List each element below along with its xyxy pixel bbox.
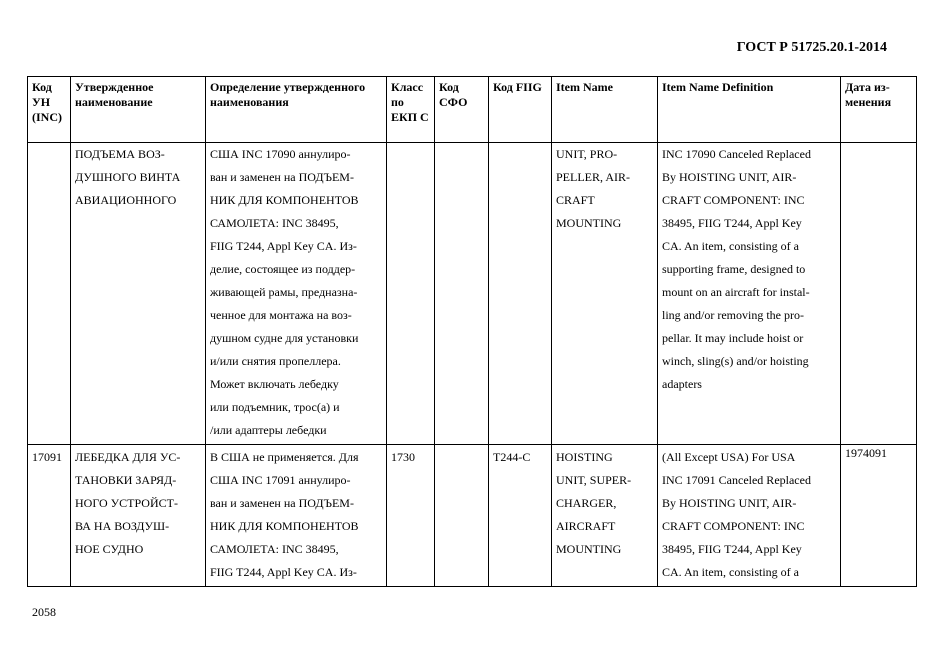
cell-text-line: HOISTING xyxy=(556,450,613,464)
header-item-name: Item Name xyxy=(552,77,658,143)
cell-text-line: 38495, FIIG T244, Appl Key xyxy=(662,542,802,556)
cell-text-line: CRAFT COMPONENT: INC xyxy=(662,519,805,533)
cell-text-line: /или адаптеры лебедки xyxy=(210,423,327,437)
cell-sfo-code xyxy=(435,143,489,445)
cell-text-line: ПОДЪЕМА ВОЗ- xyxy=(75,147,165,161)
cell-text-line: UNIT, PRO- xyxy=(556,147,618,161)
table-header-row xyxy=(28,77,917,143)
page-number: 2058 xyxy=(32,605,56,619)
cell-text-line: MOUNTING xyxy=(556,542,622,556)
cell-text-line: ван и заменен на ПОДЪЕМ- xyxy=(210,170,354,184)
table-row xyxy=(28,143,917,445)
classification-table xyxy=(27,76,917,587)
header-definition: Определение утвержденного наименования xyxy=(206,77,387,143)
cell-item-name xyxy=(552,445,658,587)
cell-approved-name xyxy=(71,143,206,445)
cell-text-line: ling and/or removing the pro- xyxy=(662,308,804,322)
cell-text-line: США INC 17091 аннулиро- xyxy=(210,473,351,487)
cell-approved-name xyxy=(71,445,206,587)
cell-text-line: В США не применяется. Для xyxy=(210,450,359,464)
cell-text-line: AIRCRAFT xyxy=(556,519,616,533)
cell-text-line: pellar. It may include hoist or xyxy=(662,331,804,345)
cell-text-line: INC 17091 Canceled Replaced xyxy=(662,473,811,487)
cell-text-line: АВИАЦИОННОГО xyxy=(75,193,177,207)
cell-text-line: НИК ДЛЯ КОМПОНЕНТОВ xyxy=(210,519,359,533)
cell-text-line: CA. An item, consisting of a xyxy=(662,565,799,579)
cell-text-line: ченное для монтажа на воз- xyxy=(210,308,352,322)
cell-text-line: ТАНОВКИ ЗАРЯД- xyxy=(75,473,177,487)
cell-text-line: ДУШНОГО ВИНТА xyxy=(75,170,181,184)
cell-text-line: CA. An item, consisting of a xyxy=(662,239,799,253)
cell-ekps-class xyxy=(387,143,435,445)
cell-definition xyxy=(206,445,387,587)
document-standard-title: ГОСТ Р 51725.20.1-2014 xyxy=(736,40,887,55)
cell-fiig-code xyxy=(489,143,552,445)
cell-text-line: САМОЛЕТА: INC 38495, xyxy=(210,542,339,556)
cell-ekps-class: 1730 xyxy=(387,445,435,587)
cell-text-line: НОЕ СУДНО xyxy=(75,542,144,556)
cell-text-line: Может включать лебедку xyxy=(210,377,339,391)
header-item-name-definition: Item Name Definition xyxy=(658,77,841,143)
header-change-date: Дата из-менения xyxy=(841,77,917,143)
cell-text-line: 38495, FIIG T244, Appl Key xyxy=(662,216,802,230)
cell-text-line: CRAFT xyxy=(556,193,595,207)
cell-text-line: winch, sling(s) and/or hoisting xyxy=(662,354,809,368)
cell-text-line: и/или снятия пропеллера. xyxy=(210,354,341,368)
table-row xyxy=(28,445,917,587)
cell-text-line: INC 17090 Canceled Replaced xyxy=(662,147,811,161)
cell-text-line: mount on an aircraft for instal- xyxy=(662,285,810,299)
cell-text-line: FIIG T244, Appl Key CA. Из- xyxy=(210,565,357,579)
cell-change-date xyxy=(841,143,917,445)
header-approved-name: Утвержденное наименование xyxy=(71,77,206,143)
cell-text-line: ван и заменен на ПОДЪЕМ- xyxy=(210,496,354,510)
cell-text-line: душном судне для установки xyxy=(210,331,359,345)
cell-item-name-definition xyxy=(658,143,841,445)
cell-text-line: UNIT, SUPER- xyxy=(556,473,632,487)
cell-sfo-code xyxy=(435,445,489,587)
header-sfo-code: Код СФО xyxy=(435,77,489,143)
cell-text-line: CRAFT COMPONENT: INC xyxy=(662,193,805,207)
cell-text-line: НИК ДЛЯ КОМПОНЕНТОВ xyxy=(210,193,359,207)
cell-text-line: живающей рамы, предназна- xyxy=(210,285,358,299)
header-inc: Код УН (INC) xyxy=(28,77,71,143)
cell-text-line: или подъемник, трос(а) и xyxy=(210,400,340,414)
cell-text-line: (All Except USA) For USA xyxy=(662,450,796,464)
cell-text-line: CHARGER, xyxy=(556,496,617,510)
cell-item-name xyxy=(552,143,658,445)
cell-inc xyxy=(28,143,71,445)
cell-text-line: By HOISTING UNIT, AIR- xyxy=(662,170,797,184)
cell-text-line: MOUNTING xyxy=(556,216,622,230)
cell-change-date: 1974091 xyxy=(841,445,917,587)
header-ekps-class: Класс по ЕКП С xyxy=(387,77,435,143)
cell-text-line: FIIG T244, Appl Key CA. Из- xyxy=(210,239,357,253)
cell-text-line: supporting frame, designed to xyxy=(662,262,806,276)
cell-text-line: PELLER, AIR- xyxy=(556,170,630,184)
cell-text-line: ВА НА ВОЗДУШ- xyxy=(75,519,170,533)
cell-text-line: США INC 17090 аннулиро- xyxy=(210,147,351,161)
cell-item-name-definition xyxy=(658,445,841,587)
cell-fiig-code: T244-C xyxy=(489,445,552,587)
cell-text-line: НОГО УСТРОЙСТ- xyxy=(75,496,178,510)
header-fiig-code: Код FIIG xyxy=(489,77,552,143)
cell-text-line: делие, состоящее из поддер- xyxy=(210,262,356,276)
cell-text-line: ЛЕБЕДКА ДЛЯ УС- xyxy=(75,450,181,464)
cell-text-line: By HOISTING UNIT, AIR- xyxy=(662,496,797,510)
cell-text-line: adapters xyxy=(662,377,702,391)
cell-definition xyxy=(206,143,387,445)
cell-text-line: САМОЛЕТА: INC 38495, xyxy=(210,216,339,230)
cell-inc: 17091 xyxy=(28,445,71,587)
